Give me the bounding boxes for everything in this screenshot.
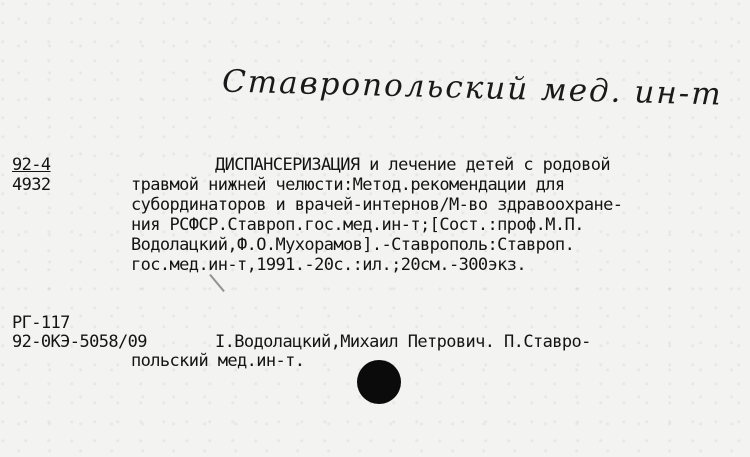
- entry-line-1: ДИСПАНСЕРИЗАЦИЯ и лечение детей с родовой: [215, 155, 611, 175]
- entry-line-2: травмой нижней челюсти:Метод.рекомендации для: [131, 175, 565, 195]
- ink-blot: [357, 360, 401, 404]
- tracing-line-2: польский мед.ин-т.: [131, 351, 305, 371]
- index-code-line-2: 92-0КЭ-5058/09: [12, 332, 147, 352]
- entry-line-3: субординаторов и врачей-интернов/М-во здравоохране-: [131, 195, 623, 215]
- index-code-line-1: РГ-117: [12, 313, 70, 333]
- shelf-mark-line-2: 4932: [12, 175, 51, 195]
- entry-line-4: ния РСФСР.Ставроп.гос.мед.ин-т;[Сост.:проф.М.П.: [131, 215, 584, 235]
- tracing-line-1: I.Водолацкий,Михаил Петрович. П.Ставро-: [215, 332, 591, 352]
- entry-line-6: гос.мед.ин-т,1991.-20с.:ил.;20см.-300экз.: [131, 255, 527, 275]
- shelf-mark-line-1: 92-4: [12, 155, 51, 175]
- entry-line-5: Водолацкий,Ф.О.Мухорамов].-Ставрополь:Ставроп.: [131, 235, 575, 255]
- handwritten-note: Ставропольский мед. ин-т: [221, 63, 724, 113]
- pencil-mark: [209, 274, 225, 292]
